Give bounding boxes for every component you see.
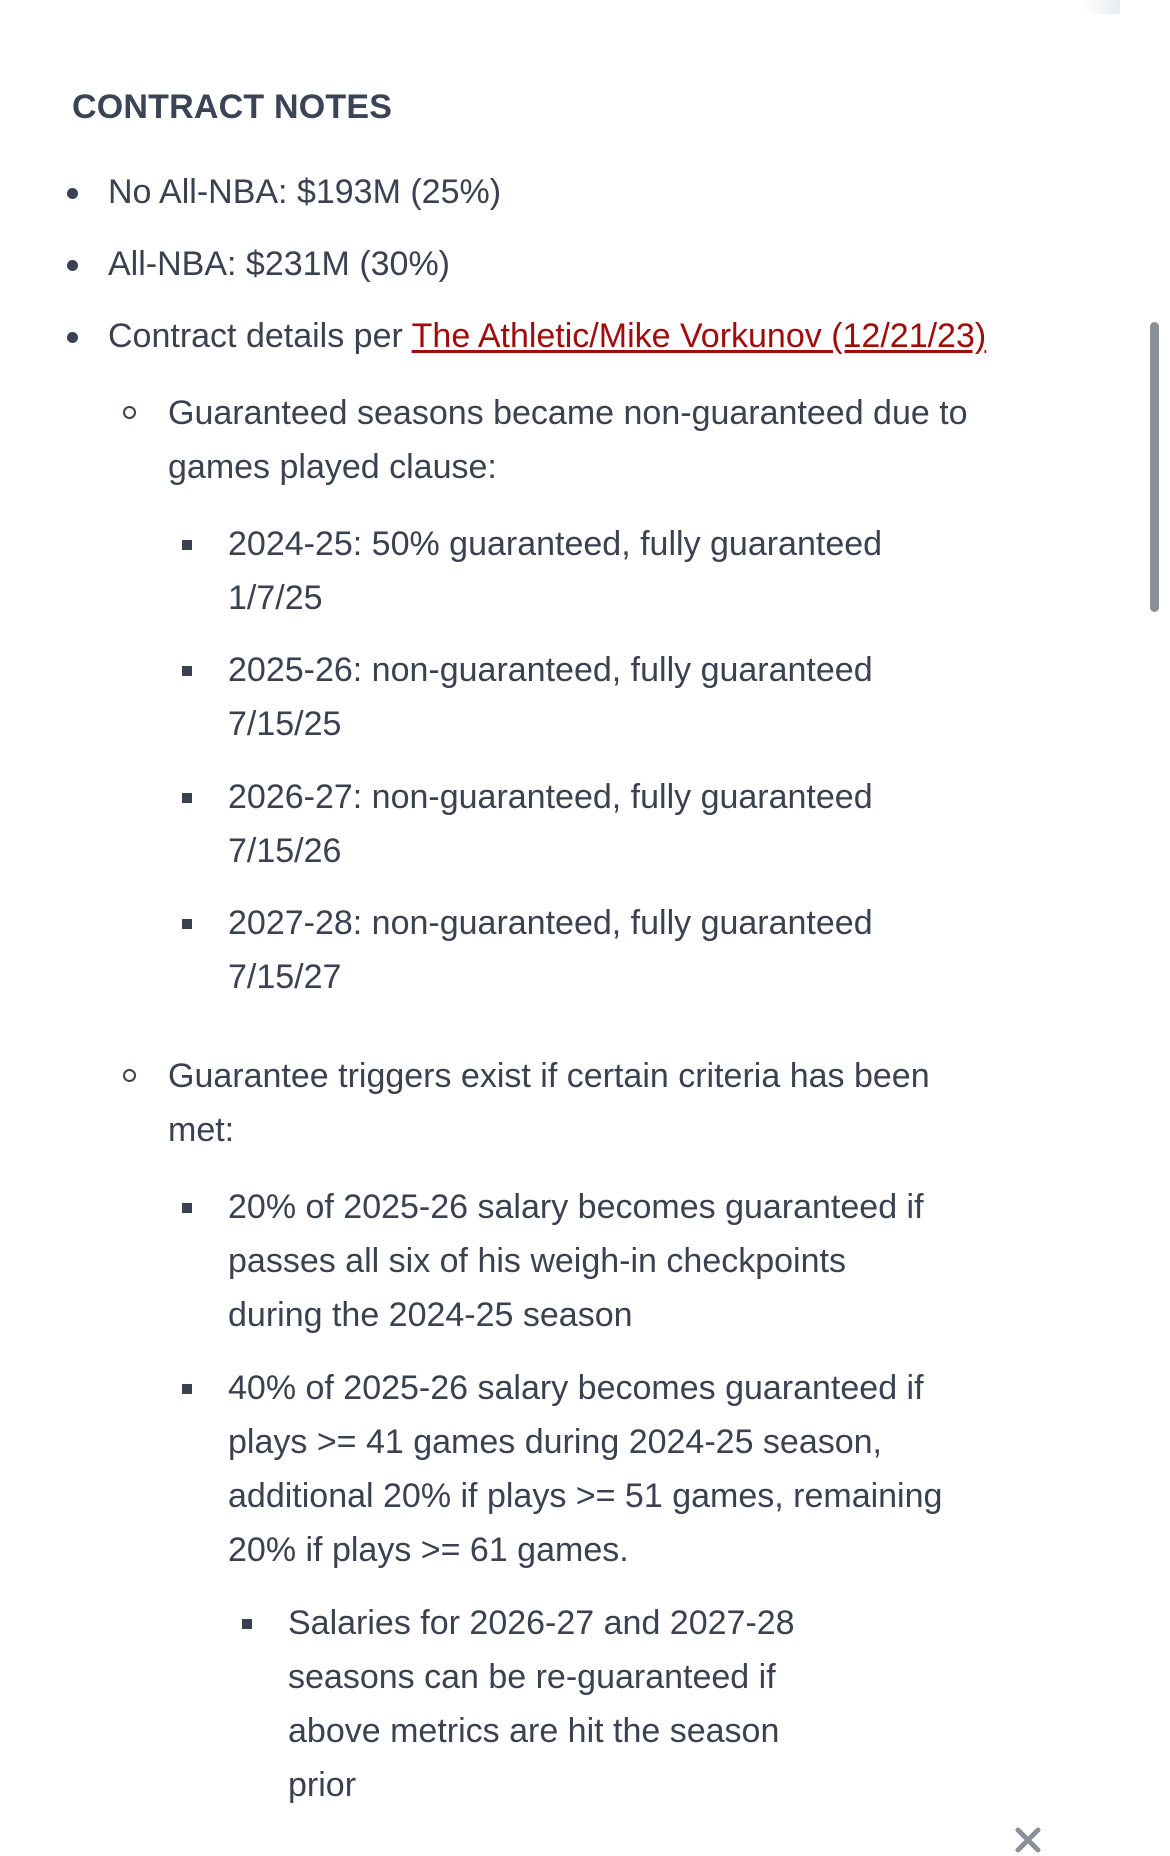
list-item: Guarantee triggers exist if certain criteria has been met:	[168, 1049, 998, 1157]
list-item: Salaries for 2026-27 and 2027-28 seasons can be re-guaranteed if above metrics are hit the season prior	[288, 1596, 833, 1812]
source-prefix: Contract details per	[108, 317, 412, 355]
top-tab-edge	[1080, 0, 1120, 14]
list-item: 20% of 2025-26 salary becomes guaranteed if passes all six of his weigh-in checkpoints during the 2024-25 season	[228, 1180, 938, 1342]
list-item: No All-NBA: $193M (25%)	[108, 165, 501, 219]
list-item: 40% of 2025-26 salary becomes guaranteed if plays >= 41 games during 2024-25 season, additional 20% if plays >= 51 games, remaining 20% if plays >= 61 games.	[228, 1361, 950, 1577]
close-icon[interactable]	[1013, 1825, 1043, 1855]
section-title: CONTRACT NOTES	[72, 88, 393, 126]
list-item: 2026-27: non-guaranteed, fully guaranteed 7/15/26	[228, 770, 928, 878]
list-item: 2024-25: 50% guaranteed, fully guaranteed 1/7/25	[228, 517, 928, 625]
list-item: 2025-26: non-guaranteed, fully guaranteed 7/15/25	[228, 643, 928, 751]
list-item: Guaranteed seasons became non-guaranteed due to games played clause:	[168, 386, 988, 494]
source-link[interactable]: The Athletic/Mike Vorkunov (12/21/23)	[411, 317, 987, 355]
list-item: All-NBA: $231M (30%)	[108, 237, 450, 291]
list-item: 2027-28: non-guaranteed, fully guaranteed 7/15/27	[228, 896, 928, 1004]
scrollbar-thumb[interactable]	[1150, 322, 1159, 612]
list-item	[108, 309, 986, 363]
